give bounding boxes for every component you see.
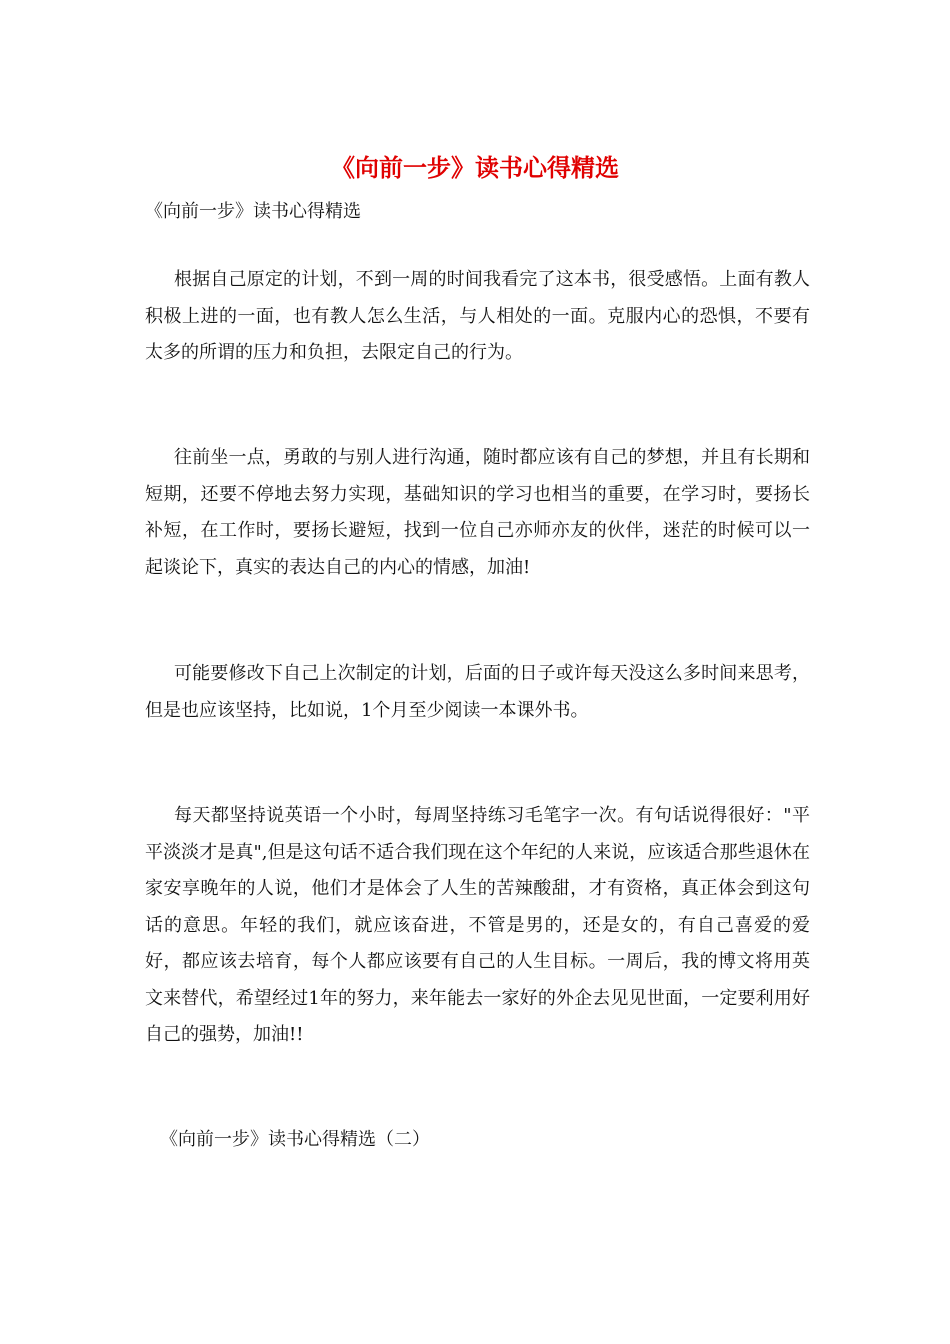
paragraph-1: 根据自己原定的计划，不到一周的时间我看完了这本书，很受感悟。上面有教人积极上进的一面，也有教人怎么生活，与人相处的一面。克服内心的恐惧，不要有太多的所谓的压力和负担，去限定自己的行为。 [145, 269, 810, 363]
document-subtitle: 《向前一步》读书心得精选 [145, 201, 361, 222]
document-title: 《向前一步》读书心得精选 [331, 153, 619, 182]
paragraph-2: 往前坐一点，勇敢的与别人进行沟通，随时都应该有自己的梦想，并且有长期和短期，还要不停地去努力实现，基础知识的学习也相当的重要，在学习时，要扬长补短，在工作时，要扬长避短，找到一位自己亦师亦友的伙伴，迷茫的时候可以一起谈论下，真实的表达自己的内心的情感，加油! [145, 447, 810, 578]
paragraph-3: 可能要修改下自己上次制定的计划，后面的日子或许每天没这么多时间来思考，但是也应该坚持，比如说，1个月至少阅读一本课外书。 [145, 663, 810, 721]
paragraph-4: 每天都坚持说英语一个小时，每周坚持练习毛笔字一次。有句话说得很好："平平淡淡才是真",但是这句话不适合我们现在这个年纪的人来说，应该适合那些退休在家安享晚年的人说，他们才是体会了人生的苦辣酸甜，才有资格，真正体会到这句话的意思。年轻的我们，就应该奋进，不管是男的，还是女的，有自己喜爱的爱好，都应该去培育，每个人都应该要有自己的人生目标。一周后，我的博文将用英文来替代，希望经过1年的努力，来年能去一家好的外企去见见世面，一定要利用好自己的强势，加油!! [145, 805, 810, 1045]
section-2-heading: 《向前一步》读书心得精选（二） [160, 1129, 430, 1150]
